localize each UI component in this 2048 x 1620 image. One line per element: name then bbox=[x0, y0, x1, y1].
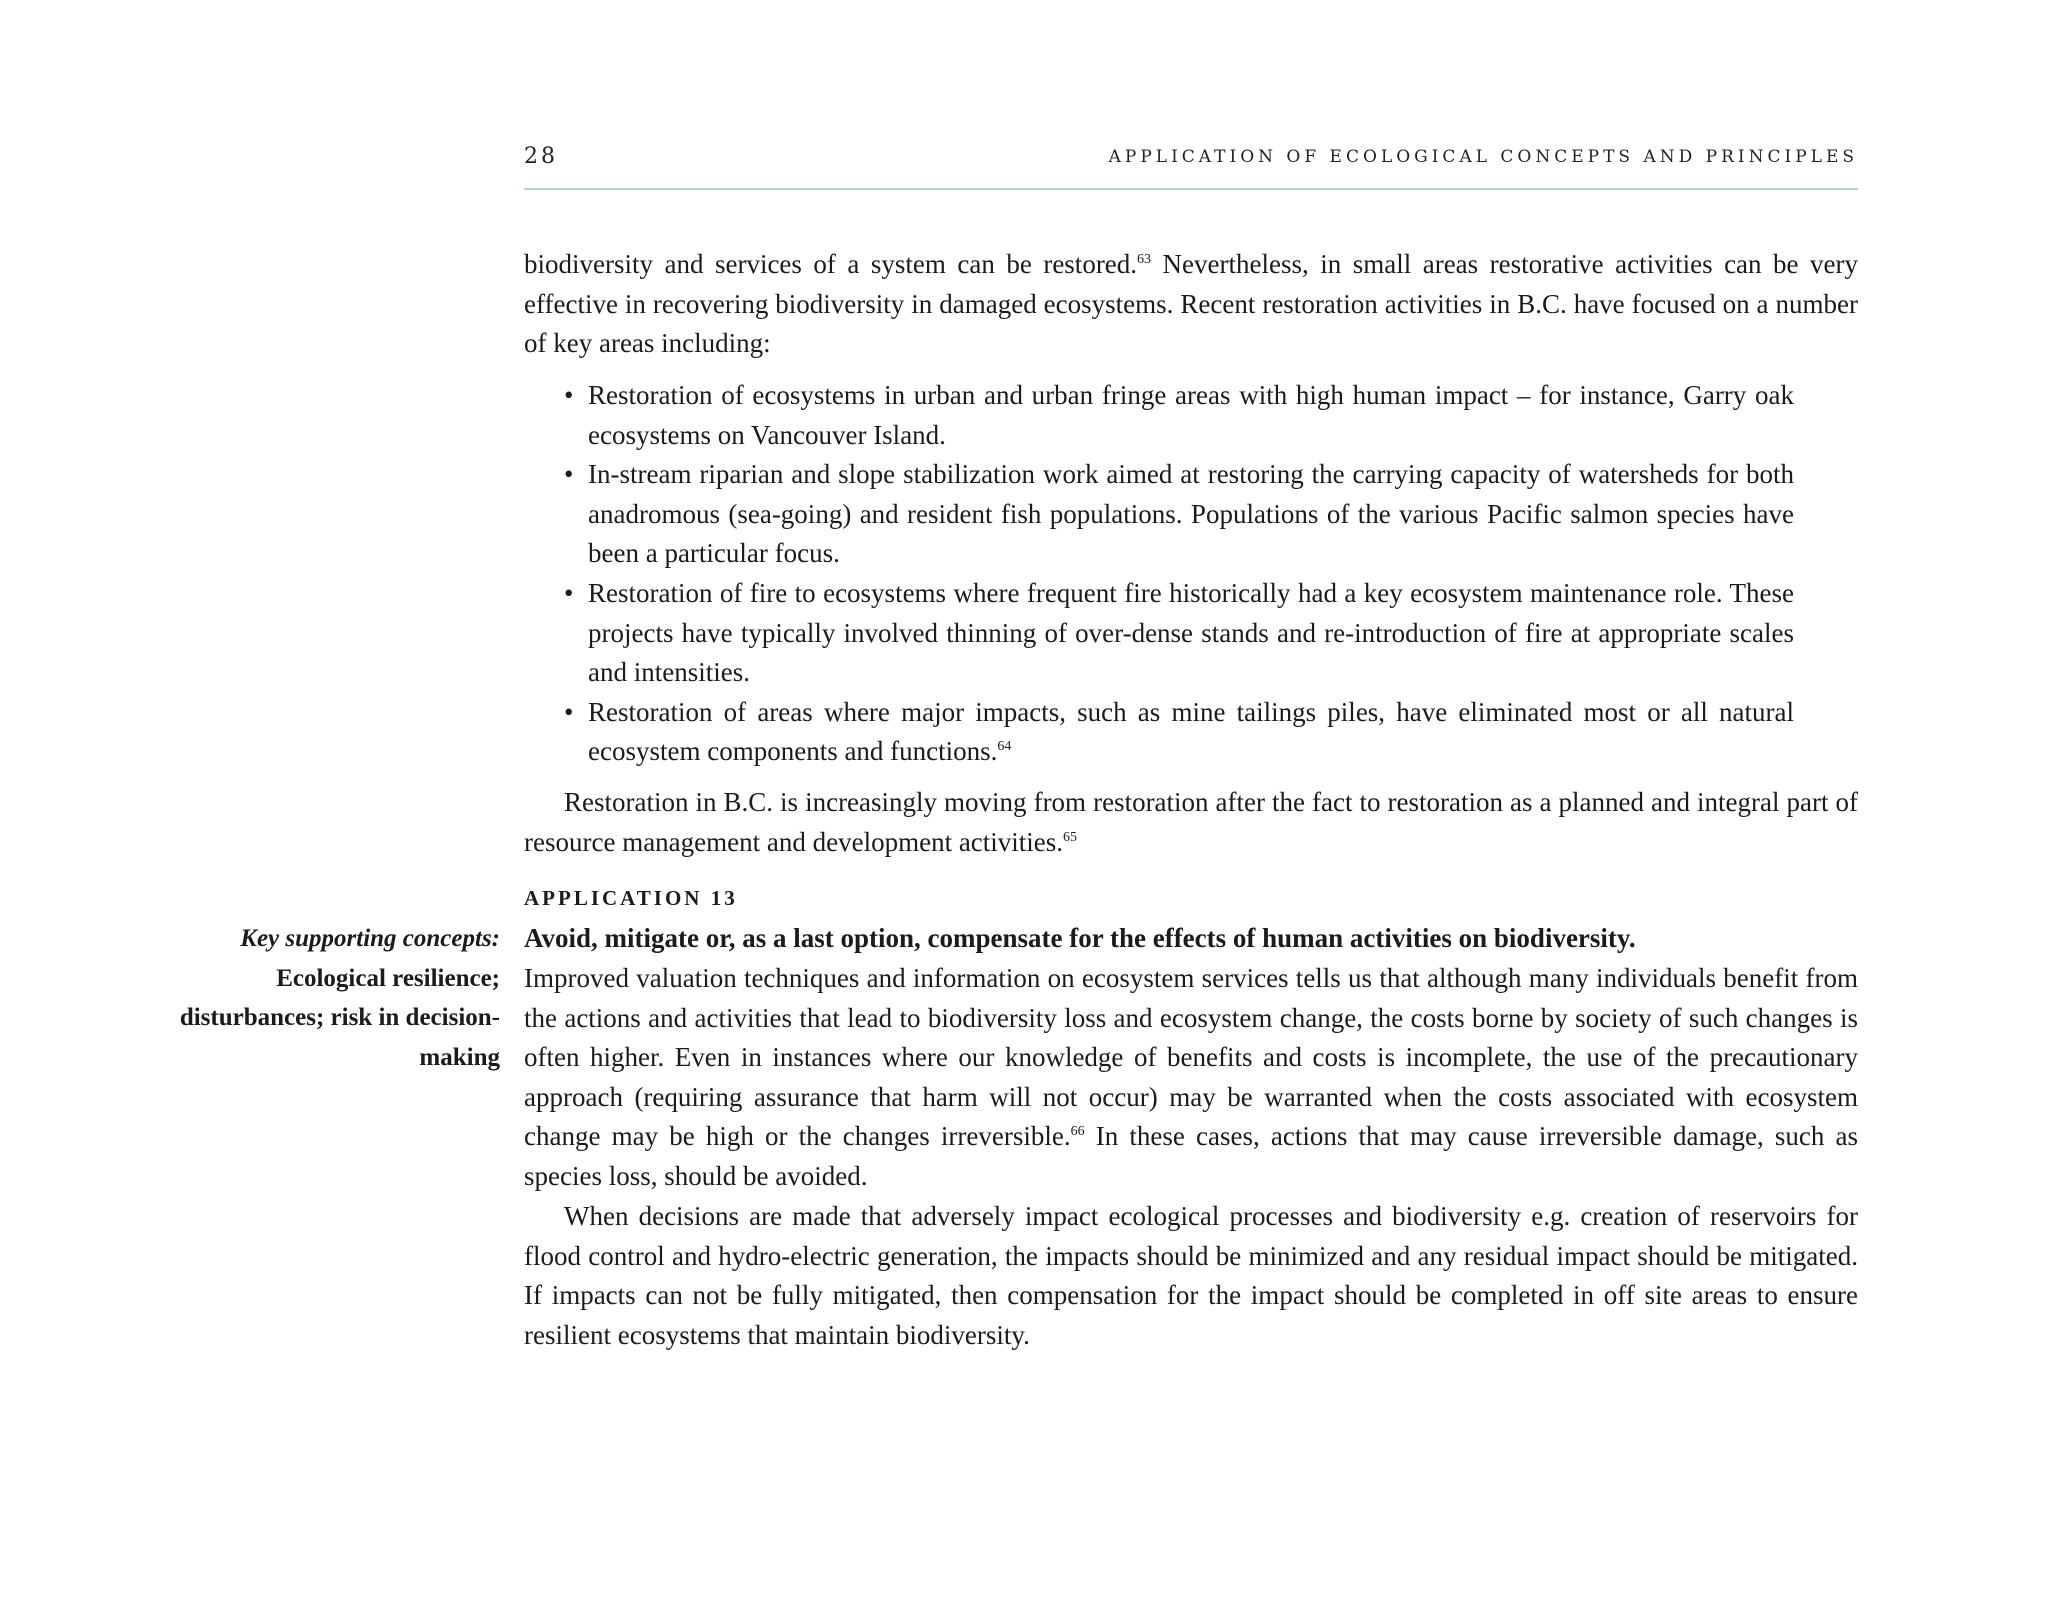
page-number: 28 bbox=[524, 144, 558, 169]
application-label: APPLICATION 13 bbox=[524, 886, 738, 910]
restoration-areas-list bbox=[564, 376, 1794, 772]
sidebar-title: Key supporting concepts: bbox=[240, 925, 500, 952]
valuation-paragraph bbox=[524, 959, 1858, 1197]
decisions-paragraph bbox=[524, 1197, 1858, 1355]
key-concepts-sidebar bbox=[140, 919, 500, 1077]
list-item bbox=[564, 376, 1794, 455]
valuation-text-continued: In these cases, actions that may cause irreversible damage, such as species loss, should be avoided. bbox=[524, 1121, 1858, 1191]
intro-text: biodiversity and services of a system can be restored. bbox=[524, 249, 1138, 279]
list-item bbox=[564, 455, 1794, 574]
list-item bbox=[564, 574, 1794, 693]
restoration-text: Restoration in B.C. is increasingly moving from restoration after the fact to restoration as a planned and integral part of resource management and development activities. bbox=[524, 787, 1858, 857]
running-head: APPLICATION OF ECOLOGICAL CONCEPTS AND PRINCIPLES bbox=[1108, 147, 1858, 167]
footnote-ref: 64 bbox=[997, 739, 1012, 755]
application-statement: Avoid, mitigate or, as a last option, compensate for the effects of human activities on biodiversity. bbox=[524, 923, 1636, 953]
intro-text-continued: Nevertheless, in small areas restorative activities can be very effective in recovering biodiversity in damaged ecosystems. Recent restoration activities in B.C. have focused on a number of key areas including: bbox=[524, 249, 1858, 359]
list-item bbox=[564, 693, 1794, 772]
sidebar-concepts: Ecological resilience; disturbances; risk in decision-making bbox=[179, 964, 500, 1071]
list-item-text: Restoration of ecosystems in urban and urban fringe areas with high human impact – for instance, Garry oak ecosystems on Vancouver Island. bbox=[588, 380, 1794, 450]
footnote-ref: 63 bbox=[1137, 252, 1152, 267]
valuation-text: Improved valuation techniques and information on ecosystem services tells us that although many individuals benefit from the actions and activities that lead to biodiversity loss and ecosystem change, the costs borne by society of such changes is often higher. Even in instances where our knowledge of benefits and costs is incomplete, the use of the precautionary approach (requiring assurance that harm will not occur) may be warranted when the costs associated with ecosystem change may be high or the changes irreversible. bbox=[524, 963, 1858, 1152]
decisions-text: When decisions are made that adversely impact ecological processes and biodiversity e.g. creation of reservoirs for flood control and hydro-electric generation, the impacts should be minimized and any residual impact should be mitigated. If impacts can not be fully mitigated, then compensation for the impact should be completed in off site areas to ensure resilient ecosystems that maintain biodiversity. bbox=[524, 1201, 1858, 1350]
list-item-text: In-stream riparian and slope stabilization work aimed at restoring the carrying capacity of watersheds for both anadromous (sea-going) and resident fish populations. Populations of the various Pacific salmon species have been a particular focus. bbox=[588, 459, 1794, 569]
intro-paragraph bbox=[524, 245, 1858, 364]
restoration-paragraph bbox=[524, 783, 1858, 862]
list-item-text: Restoration of fire to ecosystems where frequent fire historically had a key ecosystem maintenance role. These projects have typically involved thinning of over-dense stands and re-introduction of fire at appropriate scales and intensities. bbox=[588, 577, 1794, 688]
footnote-ref: 65 bbox=[1063, 829, 1078, 845]
footnote-ref: 66 bbox=[1070, 1124, 1085, 1140]
list-item-text: Restoration of areas where major impacts, such as mine tailings piles, have eliminated most or all natural ecosystem components and functions. bbox=[588, 696, 1794, 767]
page-header bbox=[524, 140, 1858, 190]
